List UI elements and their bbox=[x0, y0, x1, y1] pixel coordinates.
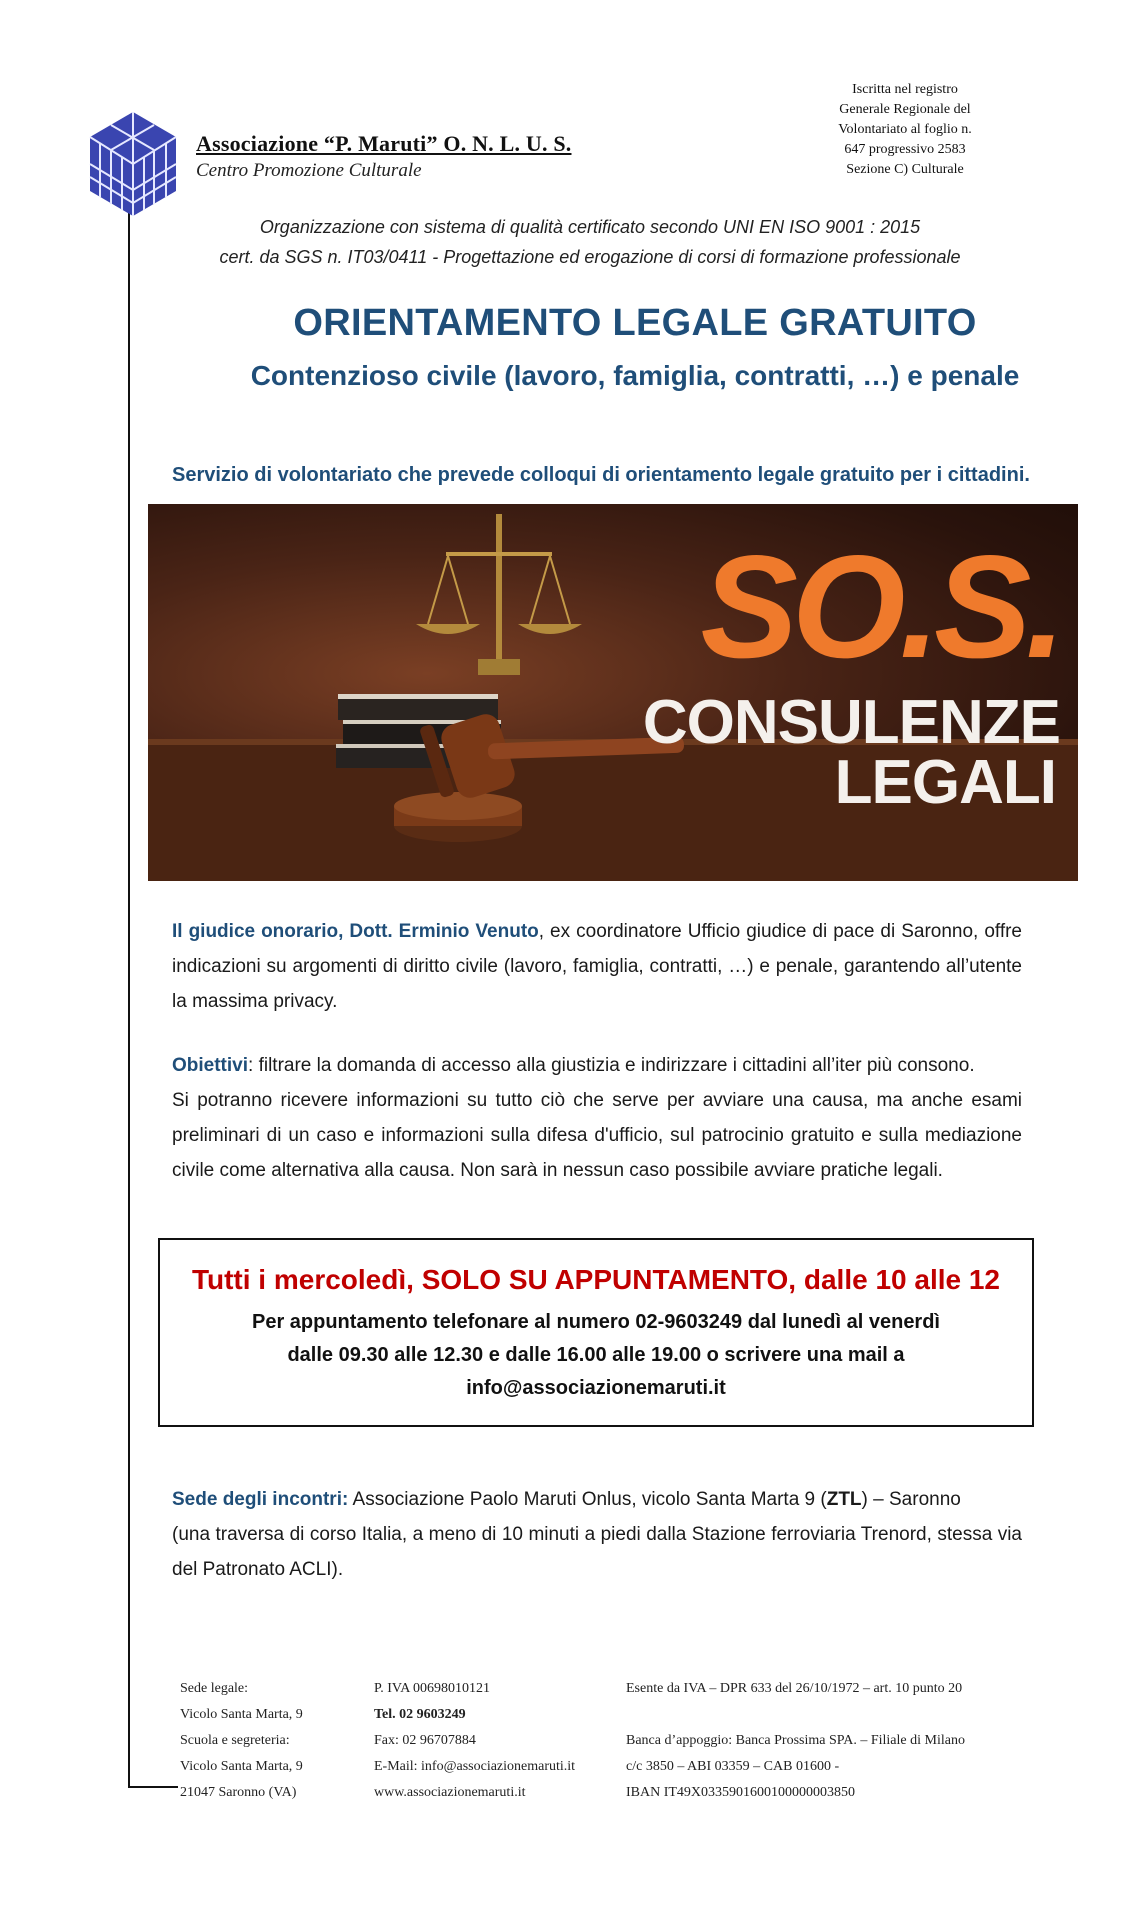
footer-line: 21047 Saronno (VA) bbox=[180, 1785, 297, 1800]
footer-address-column bbox=[180, 1676, 303, 1806]
registry-line: Volontariato al foglio n. bbox=[838, 122, 972, 137]
footer-email[interactable]: E-Mail: info@associazionemaruti.it bbox=[374, 1759, 576, 1774]
quality-certification bbox=[150, 212, 1030, 272]
footer-vat: P. IVA 00698010121 bbox=[374, 1681, 491, 1696]
sos-banner-image bbox=[148, 504, 1078, 881]
objectives-paragraph bbox=[172, 1048, 1022, 1188]
page-title: ORIENTAMENTO LEGALE GRATUITO bbox=[293, 302, 977, 344]
appointment-box bbox=[158, 1238, 1034, 1427]
footer-contact-column bbox=[374, 1676, 575, 1806]
venue-address-b: ) – Saronno bbox=[861, 1489, 961, 1510]
footer-bank-line: Banca d’appoggio: Banca Prossima SPA. – Filiale di Milano bbox=[626, 1733, 965, 1748]
intro-text: , ex coordinatore Ufficio giudice di pace di Saronno, offre indicazioni su argomenti di diritto civile (lavoro, famiglia, contratti, …) e penale, garantendo all’utente la massima privacy. bbox=[172, 921, 1023, 1012]
appointment-title: Tutti i mercoledì, SOLO SU APPUNTAMENTO, dalle 10 alle 12 bbox=[191, 1264, 1001, 1295]
footer-website-link[interactable]: www.associazionemaruti.it bbox=[374, 1785, 526, 1800]
margin-rule-foot bbox=[128, 1786, 178, 1788]
intro-paragraph bbox=[172, 914, 1022, 1019]
registry-line: 647 progressivo 2583 bbox=[844, 142, 966, 157]
judge-name: Il giudice onorario, Dott. Erminio Venuto bbox=[172, 921, 539, 942]
appointment-phone-line: Per appuntamento telefonare al numero 02-9603249 dal lunedì al venerdì bbox=[251, 1311, 940, 1333]
registry-note bbox=[820, 80, 990, 180]
quality-line: Organizzazione con sistema di qualità certificato secondo UNI EN ISO 9001 : 2015 bbox=[259, 217, 921, 237]
banner-legali-text: LEGALI bbox=[834, 748, 1056, 817]
organization-subtitle: Centro Promozione Culturale bbox=[196, 160, 422, 181]
banner-consulenze-text: CONSULENZE bbox=[642, 688, 1060, 757]
banner-sos-text: SO.S. bbox=[700, 525, 1060, 688]
quality-line: cert. da SGS n. IT03/0411 - Progettazione ed erogazione di corsi di formazione professionale bbox=[219, 247, 961, 267]
footer-phone[interactable]: Tel. 02 9603249 bbox=[374, 1707, 466, 1722]
registry-line: Iscritta nel registro bbox=[852, 82, 958, 97]
appointment-email[interactable]: info@associazionemaruti.it bbox=[466, 1377, 726, 1399]
footer-bank-column bbox=[626, 1676, 965, 1806]
footer-line: Sede legale: bbox=[180, 1681, 249, 1696]
cube-logo-icon bbox=[86, 110, 180, 218]
objectives-label: Obiettivi bbox=[172, 1055, 249, 1076]
margin-rule bbox=[128, 210, 130, 1788]
footer-vat-exemption: Esente da IVA – DPR 633 del 26/10/1972 – art. 10 punto 20 bbox=[626, 1681, 963, 1696]
footer-bank-line: c/c 3850 – ABI 03359 – CAB 01600 - bbox=[626, 1759, 840, 1774]
organization-name: Associazione “P. Maruti” O. N. L. U. S. bbox=[196, 131, 572, 156]
venue-ztl: ZTL bbox=[826, 1489, 862, 1510]
objectives-details: Si potranno ricevere informazioni su tutto ciò che serve per avviare una causa, ma anche esami preliminari di un caso e informazioni sulla difesa d'ufficio, sul patrocinio gratuito e sulla mediazione civile come alternativa alla causa. Non sarà in nessun caso possibile avviare pratiche legali. bbox=[172, 1090, 1022, 1181]
footer-line: Vicolo Santa Marta, 9 bbox=[180, 1707, 303, 1722]
venue-paragraph bbox=[172, 1482, 1022, 1587]
venue-label: Sede degli incontri: bbox=[172, 1489, 349, 1510]
registry-line: Generale Regionale del bbox=[839, 102, 971, 117]
service-description: Servizio di volontariato che prevede colloqui di orientamento legale gratuito per i cittadini. bbox=[172, 464, 1030, 486]
registry-line: Sezione C) Culturale bbox=[846, 162, 964, 177]
venue-details: (una traversa di corso Italia, a meno di 10 minuti a piedi dalla Stazione ferroviaria Trenord, stessa via del Patronato ACLI). bbox=[172, 1524, 1022, 1580]
footer-line: Scuola e segreteria: bbox=[180, 1733, 290, 1748]
appointment-hours-line: dalle 09.30 alle 12.30 e dalle 16.00 alle 19.00 o scrivere una mail a bbox=[287, 1344, 905, 1366]
footer-iban: IBAN IT49X0335901600100000003850 bbox=[626, 1785, 856, 1800]
venue-address-a: Associazione Paolo Maruti Onlus, vicolo Santa Marta 9 ( bbox=[348, 1489, 827, 1510]
objectives-text: : filtrare la domanda di accesso alla giustizia e indirizzare i cittadini all’iter più consono. bbox=[248, 1055, 975, 1076]
footer-fax: Fax: 02 96707884 bbox=[374, 1733, 476, 1748]
page-subtitle: Contenzioso civile (lavoro, famiglia, contratti, …) e penale bbox=[250, 360, 1020, 391]
footer-line: Vicolo Santa Marta, 9 bbox=[180, 1759, 303, 1774]
